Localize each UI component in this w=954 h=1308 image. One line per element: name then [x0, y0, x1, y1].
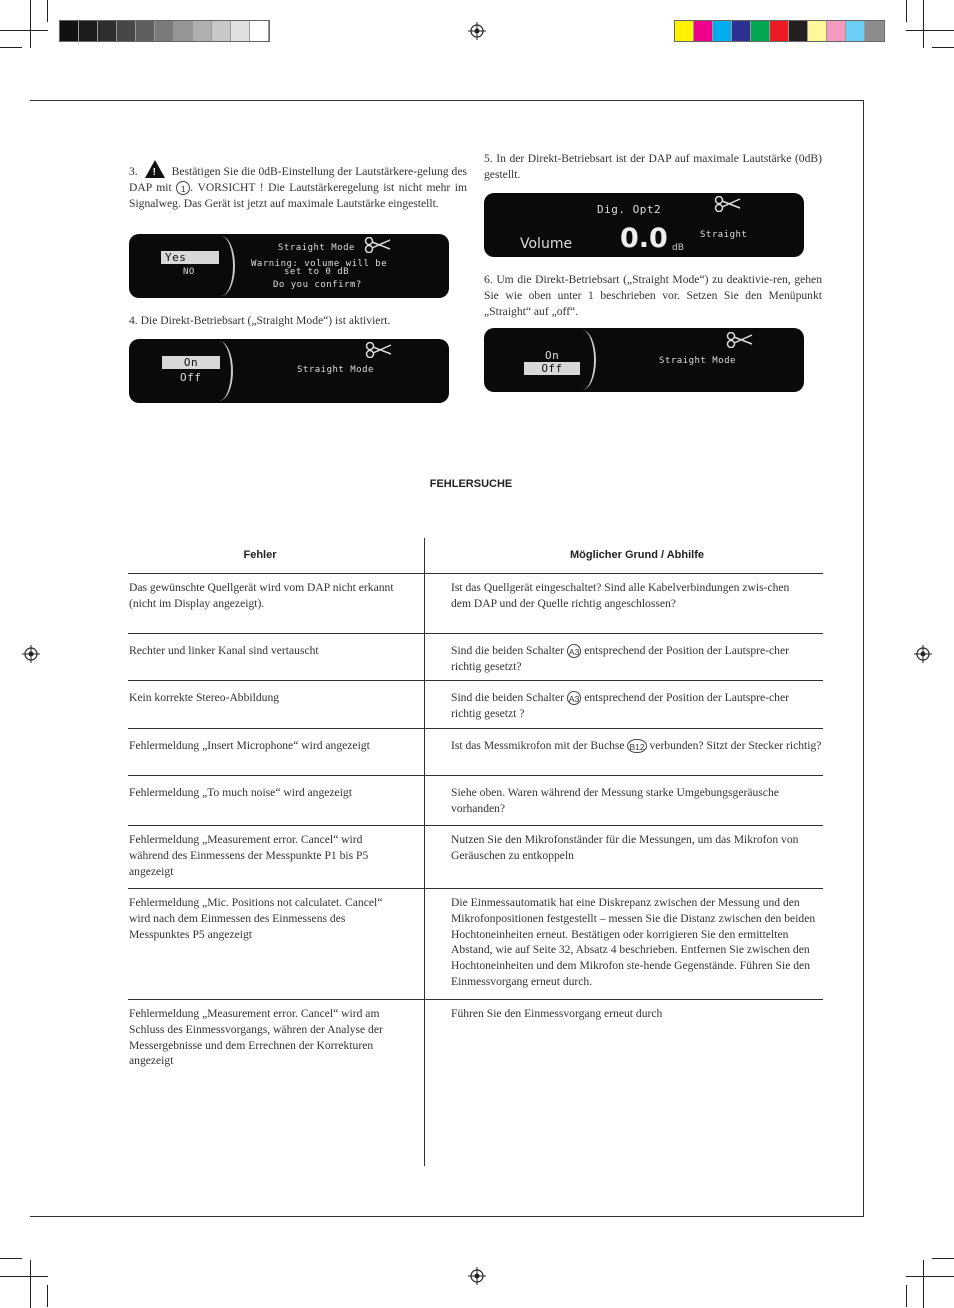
step3-text: 3. ! Bestätigen Sie die 0dB-Einstellung der Lautstärkere-gelung des DAP mit 1 . VORSICHT ! Die Lautstärkeregelung ist nicht mehr im Signalweg. Das Gerät ist jetzt auf maximale Lautstärke eingestellt.: [129, 160, 467, 211]
color-swatch: [250, 21, 269, 41]
display-title: Straight Mode: [297, 365, 374, 375]
color-swatch: [751, 21, 770, 41]
color-swatch: [79, 21, 98, 41]
table-row-fault: Fehlermeldung „To much noise“ wird angezeigt: [129, 786, 352, 799]
table-row-fault: Das gewünschte Quellgerät wird vom DAP nicht erkannt (nicht im Display angezeigt).: [129, 581, 394, 610]
display-bracket: [205, 341, 233, 401]
table-row-fault: Rechter und linker Kanal sind vertauscht: [129, 644, 319, 657]
crop-mark: [30, 1260, 31, 1308]
volume-value: 0.0: [620, 223, 668, 254]
color-swatch: [117, 21, 136, 41]
color-swatch: [789, 21, 808, 41]
display-mode: Straight: [700, 230, 748, 240]
display-bracket: [568, 330, 596, 390]
option-selected: Off: [524, 362, 580, 375]
display-source: Dig. Opt2: [597, 203, 662, 216]
table-rule: [128, 680, 823, 681]
table-row-fault: Fehlermeldung „Insert Microphone“ wird angezeigt: [129, 739, 370, 752]
registration-mark-icon: [468, 1267, 486, 1285]
registration-mark-icon: [914, 645, 932, 663]
step6-text: 6. Um die Direkt-Betriebsart („Straight Mode“) zu deaktivie-ren, gehen Sie wie oben unter 1 beschrieben vor. Setzen Sie den Menüpunkt „Straight“ auf „off“.: [484, 273, 822, 318]
crop-mark: [30, 0, 31, 48]
crop-mark: [932, 47, 954, 48]
crop-mark: [923, 1260, 924, 1308]
section-title: FEHLERSUCHE: [429, 478, 513, 490]
color-swatch: [98, 21, 117, 41]
page-frame-bottom: [30, 1216, 864, 1217]
scissors-icon: [365, 342, 393, 358]
registration-mark-icon: [22, 645, 40, 663]
color-swatch: [694, 21, 713, 41]
table-row-remedy: Ist das Quellgerät eingeschaltet? Sind alle Kabelverbindungen zwis-chen dem DAP und der Quelle richtig angeschlossen?: [451, 581, 790, 610]
crop-mark: [932, 1258, 954, 1259]
reference-marker: A3: [567, 644, 581, 658]
table-row-remedy: Ist das Messmikrofon mit der Buchse B12 verbunden? Sitzt der Stecker richtig?: [451, 739, 822, 753]
color-swatch: [808, 21, 827, 41]
crop-mark: [0, 1258, 22, 1259]
color-swatch: [231, 21, 250, 41]
step4-text: 4. Die Direkt-Betriebsart („Straight Mode“) ist aktiviert.: [129, 314, 391, 327]
registration-mark-icon: [468, 22, 486, 40]
table-rule: [128, 633, 823, 634]
table-rule: [128, 999, 823, 1000]
warning-icon: !: [145, 160, 165, 178]
volume-unit: dB: [672, 243, 684, 253]
table-header-remedy: Möglicher Grund / Abhilfe: [569, 549, 705, 561]
color-swatch: [174, 21, 193, 41]
page-frame-top: [30, 100, 864, 101]
table-row-remedy: Sind die beiden Schalter A3 entsprechend der Position der Lautspre-cher richtig gesetzt?: [451, 644, 789, 673]
option-selected: On: [162, 356, 220, 369]
color-swatch: [136, 21, 155, 41]
table-row-fault: Fehlermeldung „Measurement error. Cancel“ wird am Schluss des Einmessvorgangs, währen der Analyse der Messergebnisse und dem Errechnen der Korrekturen angezeigt: [129, 1007, 383, 1068]
display-step5: [484, 193, 804, 257]
table-row-remedy: Die Einmessautomatik hat eine Diskrepanz zwischen der Messung und den Mikrofonpositionen festgestellt – messen Sie die Distanz zwischen den beiden Hochtoneinheiten erneut. Bestätigen oder korrigieren Sie den ermittelten Abstand, wie auf Seite 32, Absatz 4 beschrieben. Entfernen Sie zwischen den Hochtoneinheiten und dem Mikrofon ste-hende Gegenstände. Führen Sie den Einmessvorgang erneut durch.: [451, 896, 816, 988]
display-line2: set to 0 dB: [284, 267, 350, 277]
option-other: Off: [180, 371, 202, 384]
reference-marker: 1: [176, 181, 190, 195]
crop-mark: [0, 47, 22, 48]
crop-mark: [906, 0, 907, 22]
color-swatch: [212, 21, 231, 41]
color-calibration-bar: [674, 20, 885, 42]
option-selected: Yes: [161, 251, 219, 264]
color-swatch: [713, 21, 732, 41]
table-row-remedy: Nutzen Sie den Mikrofonständer für die Messungen, um das Mikrofon von Geräuschen zu entkoppeln: [451, 833, 799, 862]
table-rule: [128, 825, 823, 826]
table-row-fault: Fehlermeldung „Measurement error. Cancel“ wird während des Einmessens der Messpunkte P1 bis P5 angezeigt: [129, 833, 369, 878]
crop-mark: [906, 1285, 907, 1307]
table-row-remedy: Führen Sie den Einmessvorgang erneut durch: [451, 1007, 663, 1020]
table-rule: [128, 888, 823, 889]
scissors-icon: [726, 332, 754, 348]
step5-text: 5. In der Direkt-Betriebsart ist der DAP auf maximale Lautstärke (0dB) gestellt.: [484, 152, 822, 181]
table-rule: [128, 775, 823, 776]
crop-mark: [906, 30, 954, 31]
display-title: Straight Mode: [659, 356, 736, 366]
table-row-remedy: Siehe oben. Waren während der Messung starke Umgebungsgeräusche vorhanden?: [451, 786, 779, 815]
color-swatch: [675, 21, 694, 41]
color-swatch: [827, 21, 846, 41]
color-swatch: [60, 21, 79, 41]
table-row-remedy: Sind die beiden Schalter A3 entsprechend der Position der Lautspre-cher richtig gesetzt ?: [451, 691, 789, 720]
table-row-fault: Kein korrekte Stereo-Abbildung: [129, 691, 280, 704]
table-rule: [128, 573, 823, 574]
display-line1: Warning: volume will be: [251, 259, 388, 269]
display-bracket: [207, 236, 235, 296]
crop-mark: [923, 0, 924, 48]
table-header-fault: Fehler: [243, 549, 277, 561]
display-step6: [484, 328, 804, 392]
option-other: NO: [183, 267, 195, 277]
reference-marker: B12: [627, 739, 646, 753]
crop-mark: [0, 30, 48, 31]
table-rule: [128, 728, 823, 729]
scissors-icon: [714, 196, 742, 212]
option-other: On: [545, 349, 560, 362]
crop-mark: [906, 1276, 954, 1277]
display-title: Straight Mode: [278, 243, 355, 253]
color-swatch: [155, 21, 174, 41]
color-swatch: [732, 21, 751, 41]
volume-label: Volume: [520, 236, 573, 252]
color-swatch: [846, 21, 865, 41]
crop-mark: [0, 1276, 48, 1277]
reference-marker: A3: [567, 691, 581, 705]
color-swatch: [193, 21, 212, 41]
color-swatch: [865, 21, 884, 41]
display-step4: [129, 339, 449, 403]
page-frame-right: [863, 100, 864, 1217]
gray-calibration-bar: [59, 20, 270, 42]
table-row-fault: Fehlermeldung „Mic. Positions not calculatet. Cancel“ wird nach dem Einmessen des Einmessens des Messpunktes P5 angezeigt: [129, 896, 383, 941]
color-swatch: [770, 21, 789, 41]
display-line3: Do you confirm?: [273, 280, 362, 290]
scissors-icon: [364, 237, 392, 253]
display-step3: [129, 234, 449, 298]
crop-mark: [47, 0, 48, 22]
crop-mark: [47, 1285, 48, 1307]
